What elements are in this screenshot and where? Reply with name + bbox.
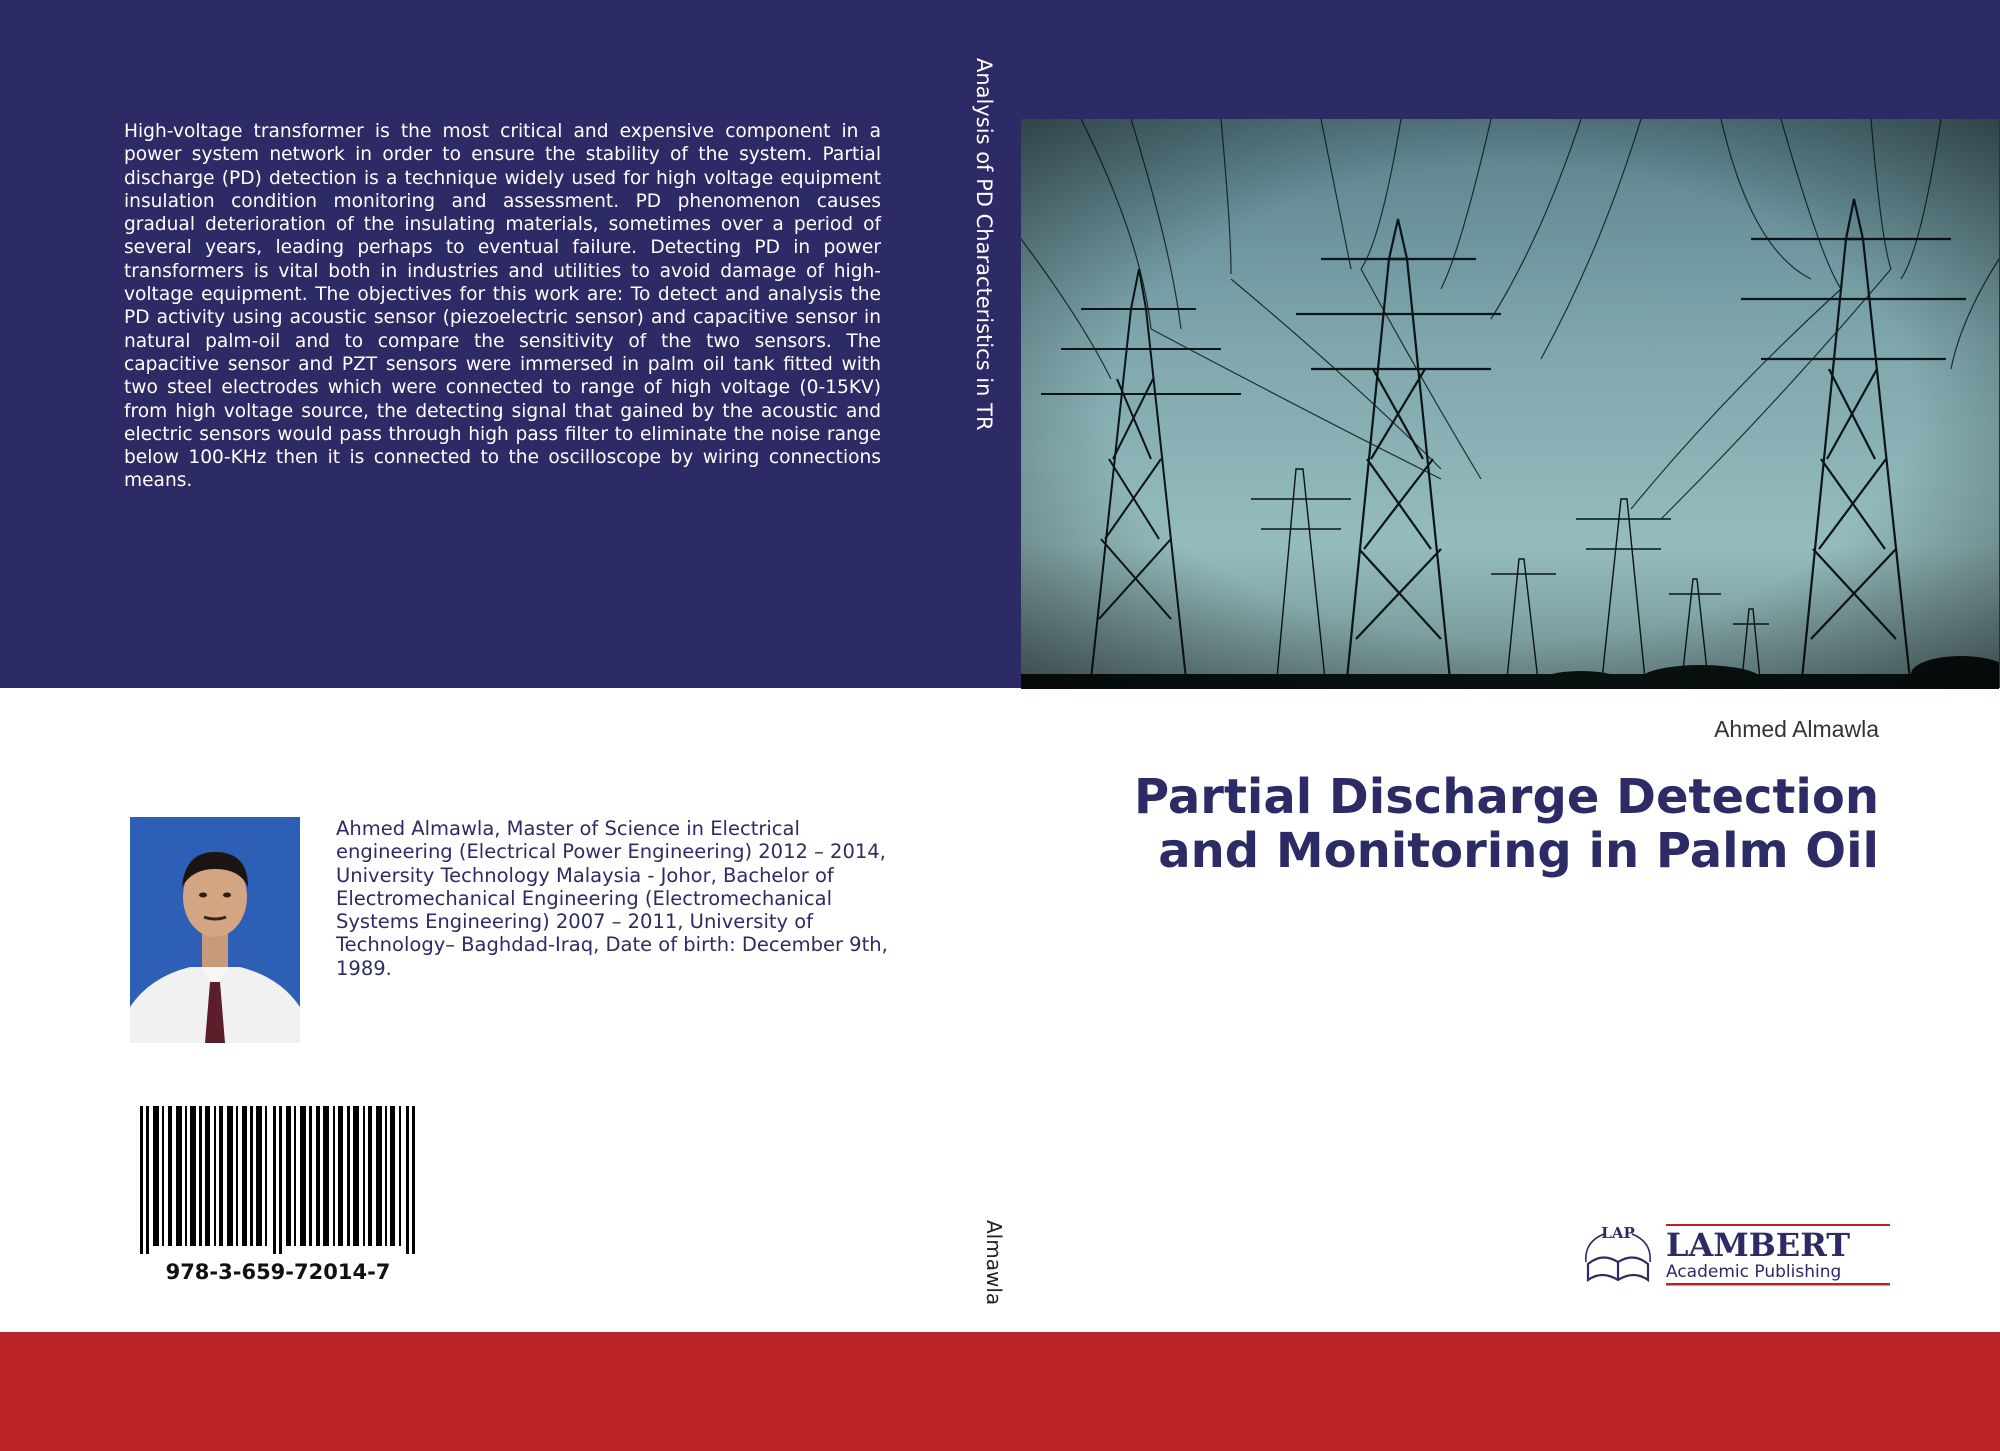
- isbn-number: 978-3-659-72014-7: [165, 1260, 391, 1284]
- front-title-line2: and Monitoring in Palm Oil: [1158, 823, 1879, 879]
- logo-name: LAMBERT: [1666, 1226, 1851, 1264]
- lambert-logo: [1582, 1222, 1892, 1290]
- logo-subtitle: Academic Publishing: [1666, 1262, 1842, 1282]
- front-author: Ahmed Almawla: [1714, 716, 1879, 742]
- author-bio: Ahmed Almawla, Master of Science in Electrical engineering (Electrical Power Engineering) 2012 – 2014, University Technology Malaysia - Johor, Bachelor of Electromechanical Engineering (Electromechanical Systems Engineering) 2007 – 2011, University of Technology– Baghdad-Iraq, Date of birth: December 9th, 1989.: [336, 817, 888, 980]
- spine-author-text: Almawla: [982, 1220, 1006, 1306]
- author-photo: [130, 817, 300, 1043]
- bottom-red-band: [0, 1332, 2000, 1451]
- logo-badge: LAP: [1601, 1224, 1635, 1242]
- back-cover-blurb: High-voltage transformer is the most critical and expensive component in a power system network in order to ensure the stability of the system. Partial discharge (PD) detection is a technique widely used for high voltage equipment insulation condition monitoring and assessment. PD phenomenon causes gradual deterioration of the insulating materials, sometimes over a period of several years, leading perhaps to eventual failure. Detecting PD in power transformers is vital both in industries and utilities to avoid damage of high-voltage equipment. The objectives for this work are: To detect and analysis the PD activity using acoustic sensor (piezoelectric sensor) and capacitive sensor in natural palm-oil and to compare the sensitivity of the two sensors. The capacitive sensor and PZT sensors were immersed in palm oil tank fitted with two steel electrodes which were connected to range of high voltage (0-15KV) from high voltage source, the detecting signal that gained by the acoustic and electric sensors would pass through high pass filter to eliminate the noise range below 100-KHz then it is connected to the oscilloscope by wiring connections means.: [124, 121, 881, 492]
- front-title-line1: Partial Discharge Detection: [1134, 769, 1879, 825]
- spine-title-text: Analysis of PD Characteristics in TR: [972, 58, 996, 431]
- barcode-icon: [138, 1106, 418, 1254]
- front-title: [1019, 770, 1879, 878]
- power-towers-photo: [1021, 119, 1999, 689]
